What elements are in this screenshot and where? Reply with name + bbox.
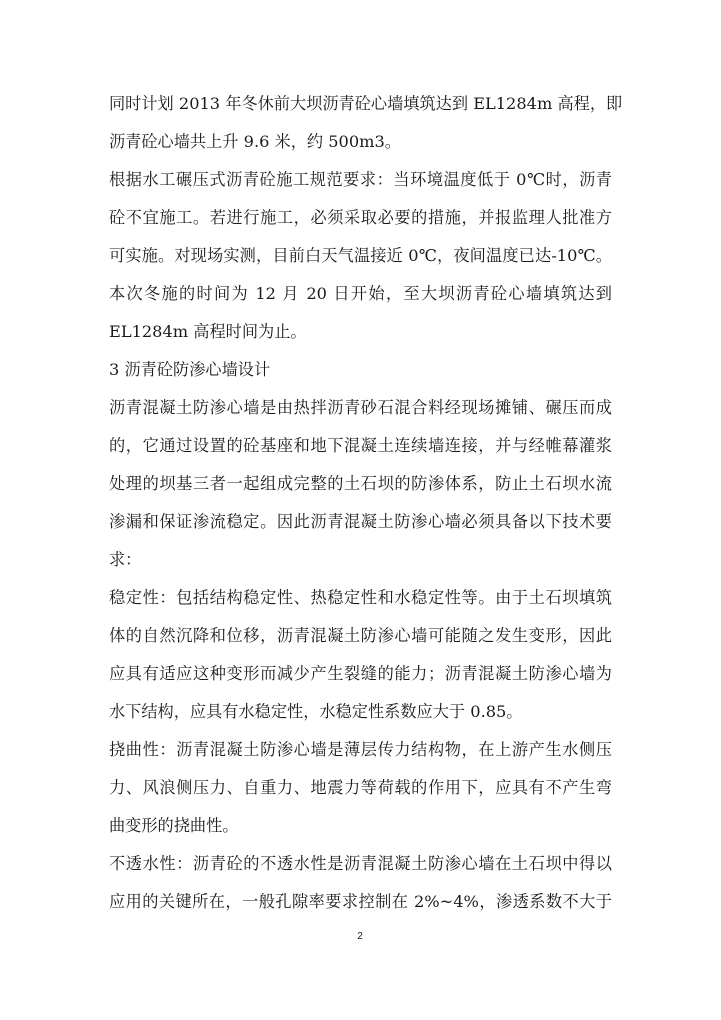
- text-line: 应具有适应这种变形而减少产生裂缝的能力；沥青混凝土防渗心墙为: [109, 664, 612, 683]
- text-line: 处理的坝基三者一起组成完整的土石坝的防渗体系，防止土石坝水流: [109, 474, 612, 493]
- section-heading: 3 沥青砼防渗心墙设计: [109, 360, 271, 379]
- text-line: 稳定性：包括结构稳定性、热稳定性和水稳定性等。由于土石坝填筑: [109, 588, 612, 607]
- text-line: 可实施。对现场实测，目前白天气温接近 0℃，夜间温度已达-10℃。: [109, 246, 612, 265]
- text-line: EL1284m 高程时间为止。: [109, 322, 307, 341]
- text-line: 挠曲性：沥青混凝土防渗心墙是薄层传力结构物，在上游产生水侧压: [109, 740, 612, 759]
- text-line: 水下结构，应具有水稳定性，水稳定性系数应大于 0.85。: [109, 702, 523, 721]
- text-line: 不透水性：沥青砼的不透水性是沥青混凝土防渗心墙在土石坝中得以: [109, 854, 612, 873]
- text-line: 根据水工碾压式沥青砼施工规范要求：当环境温度低于 0℃时，沥青: [109, 170, 612, 189]
- text-line: 沥青混凝土防渗心墙是由热拌沥青砂石混合料经现场摊铺、碾压而成: [109, 398, 612, 417]
- text-line: 应用的关键所在，一般孔隙率要求控制在 2%~4%，渗透系数不大于: [109, 892, 612, 911]
- text-line: 渗漏和保证渗流稳定。因此沥青混凝土防渗心墙必须具备以下技术要: [109, 512, 612, 531]
- page-number: 2: [357, 931, 363, 942]
- text-line: 的，它通过设置的砼基座和地下混凝土连续墙连接，并与经帷幕灌浆: [109, 436, 612, 455]
- text-line: 本次冬施的时间为 12 月 20 日开始，至大坝沥青砼心墙填筑达到: [109, 284, 612, 303]
- text-line: 求：: [109, 550, 142, 569]
- text-line: 力、风浪侧压力、自重力、地震力等荷载的作用下，应具有不产生弯: [109, 778, 612, 797]
- text-line: 体的自然沉降和位移，沥青混凝土防渗心墙可能随之发生变形，因此: [109, 626, 612, 645]
- text-line: 砼不宜施工。若进行施工，必须采取必要的措施，并报监理人批准方: [109, 208, 612, 227]
- text-line: 曲变形的挠曲性。: [109, 816, 239, 835]
- text-line: 同时计划 2013 年冬休前大坝沥青砼心墙填筑达到 EL1284m 高程，即: [109, 94, 623, 113]
- text-line: 沥青砼心墙共上升 9.6 米，约 500m3。: [109, 132, 401, 151]
